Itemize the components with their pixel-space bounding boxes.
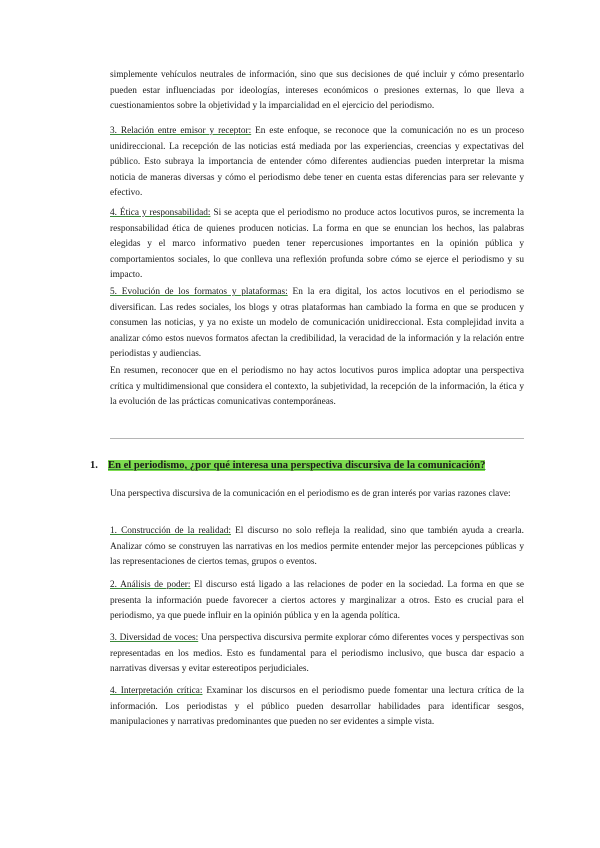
paragraph-continuation [110,68,524,115]
list-item-title: 4. Ética y responsabilidad: [110,208,211,218]
section-divider [110,438,524,439]
list-item-construccion-realidad [110,524,524,571]
list-item-evolucion-formatos [110,285,524,363]
list-item-title: 3. Relación entre emisor y receptor: [110,126,252,136]
paragraph-text: simplemente vehículos neutrales de información, sino que sus decisiones de qué incluir y cómo presentarlo pueden estar influenciadas por ideologías, intereses económicos o presiones externas, lo que lleva a cuestionamientos sobre la objetividad y la imparcialidad en el ejercicio del periodismo. [110,70,524,112]
list-item-title: 1. Construcción de la realidad: [110,526,231,536]
section-number: 1. [90,460,98,471]
section-heading [90,458,530,474]
list-item-analisis-poder [110,578,524,625]
list-item-etica-responsabilidad [110,206,524,284]
summary-text: En resumen, reconocer que en el periodismo no hay actos locutivos puros implica adoptar una perspectiva crítica y multidimensional que considera el contexto, la subjetividad, la recepción de la información, la ética y la evolución de las prácticas comunicativas contemporáneas. [110,366,524,408]
list-item-interpretacion-critica [110,684,524,731]
list-item-text: El discurso no solo refleja la realidad, sino que también ayuda a crearla. Analizar cómo se construyen las narrativas en los medios permite entender mejor las percepciones públicas y las representaciones de ciertos temas, grupos o eventos. [110,526,524,568]
intro-paragraph [110,487,524,503]
list-item-text: En este enfoque, se reconoce que la comunicación no es un proceso unidireccional. La recepción de las noticias está mediada por las experiencias, creencias y expectativas del público. Esto subraya la importancia de entender cómo diferentes audiencias pueden interpretar la misma noticia de maneras diversas y cómo el periodismo debe tener en cuenta estas diferencias para ser relevante y efectivo. [110,126,524,199]
list-item-title: 5. Evolución de los formatos y plataformas: [110,287,288,297]
summary-paragraph [110,364,524,411]
list-item-text: El discurso está ligado a las relaciones de poder en la sociedad. La forma en que se presenta la información puede favorecer a ciertos actores y marginalizar a otros. Esto es crucial para el periodismo, ya que puede influir en la opinión pública y en la agenda política. [110,580,525,622]
intro-text: Una perspectiva discursiva de la comunicación en el periodismo es de gran interés por varias razones clave: [110,489,511,499]
list-item-diversidad-voces [110,631,524,678]
list-item-title: 4. Interpretación crítica: [110,686,203,696]
list-item-text: En la era digital, los actos locutivos en el periodismo se diversifican. Las redes sociales, los blogs y otras plataformas han cambiado la forma en que se producen y consumen las noticias, y ya no existe un modelo de comunicación unidireccional. Esta complejidad invita a analizar cómo estos nuevos formatos afectan la credibilidad, la veracidad de la información y la relación entre periodistas y audiencias. [110,287,525,360]
list-item-text: Una perspectiva discursiva permite explorar cómo diferentes voces y perspectivas son representadas en los medios. Esto es fundamental para el periodismo inclusivo, que busca dar espacio a narrativas diversas y evitar estereotipos perjudiciales. [110,633,524,675]
section-heading-text: En el periodismo, ¿por qué interesa una perspectiva discursiva de la comunicación? [108,460,486,471]
list-item-title: 2. Análisis de poder: [110,580,191,590]
list-item-relacion-emisor-receptor [110,124,524,202]
list-item-title: 3. Diversidad de voces: [110,633,199,643]
list-item-text: Examinar los discursos en el periodismo puede fomentar una lectura crítica de la información. Los periodistas y el público pueden desarrollar habilidades para identificar sesgos, manipulaciones y narrativas predominantes que pueden no ser evidentes a simple vista. [110,686,524,728]
list-item-text: Si se acepta que el periodismo no produce actos locutivos puros, se incrementa la responsabilidad ética de quienes producen noticias. La forma en que se enuncian los hechos, las palabras elegidas y el marco informativo pueden tener repercusiones importantes en la opinión pública y comportamientos sociales, lo que conlleva una reflexión profunda sobre cómo se ejerce el periodismo y su impacto. [110,208,524,281]
